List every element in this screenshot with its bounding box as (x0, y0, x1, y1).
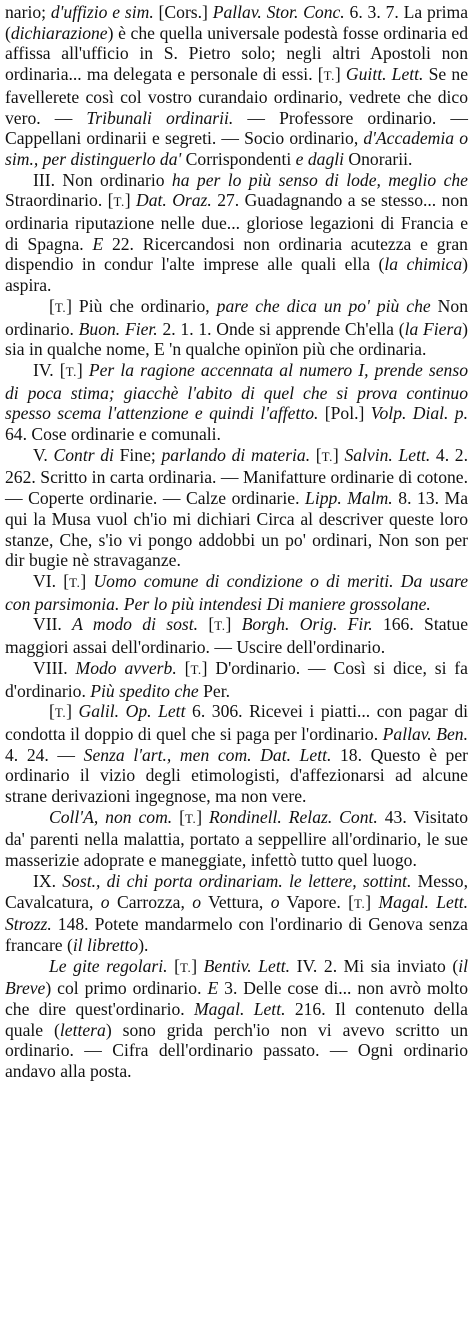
italic-text: Pallav. Ben. (382, 723, 468, 744)
entry-paragraph (5, 296, 468, 360)
small-caps-abbrev: T. (113, 194, 125, 210)
italic-text: Salvin. Lett. (344, 444, 431, 465)
italic-text: il Breve (5, 955, 468, 999)
roman-text: 216. Il contenuto della quale ( (5, 999, 468, 1040)
italic-text: E (92, 233, 104, 254)
entry-paragraph (5, 701, 468, 807)
dictionary-entry-ordinario (5, 2, 468, 1082)
small-caps-abbrev: T. (54, 705, 67, 721)
roman-text: ] D'ordinario. — Così si dice, si fa d'ordinario. (5, 657, 468, 701)
entry-paragraph (5, 807, 468, 871)
roman-text: IV. 2. Mi sia inviato ( (290, 955, 459, 976)
roman-text: 166. Statue maggiori assai dell'ordinario. — Uscire dell'ordinario. (5, 614, 469, 658)
italic-text: Galil. Op. Lett (78, 701, 186, 722)
italic-text: Coll'A, non com. (49, 806, 173, 827)
roman-text: Se ne favellerete così col vostro curandaio ordinario, vedrete che dico vero. — (5, 64, 469, 128)
roman-text: ) sia in qualche nome, E 'n qualche opinïon più che ordinaria. (5, 318, 468, 360)
roman-text: ) aspira. (5, 254, 468, 296)
roman-text: ] (365, 891, 379, 912)
roman-text: [Cors.] (153, 2, 213, 22)
italic-text: Buon. Fier. (78, 318, 158, 339)
entry-paragraph (5, 658, 468, 701)
roman-text: IV. [ (33, 359, 66, 380)
roman-text: Onorarii. (344, 148, 413, 169)
roman-text: VIII. (33, 657, 76, 678)
roman-text: ] (76, 359, 89, 380)
roman-text: Vettura, (201, 891, 271, 912)
roman-text: 18. Questo è per ordinario il vizio degli etimologisti, d'affezionarsi ad alcune strane derivazioni ingegnose, ma non vere. (5, 744, 468, 807)
roman-text: 3. Delle cose di... non avrò molto che dire quest'ordinario. (5, 978, 468, 1020)
small-caps-abbrev: T. (321, 448, 333, 464)
italic-text: o (192, 891, 202, 912)
italic-text: Magal. Lett. (194, 999, 286, 1020)
roman-text: Straordinario. [ (5, 190, 114, 211)
roman-text: 4. 2. 262. Scritto in carta ordinaria. — Manifatture ordinarie di cotone. — Coperte ordinarie. — Calze ordinarie. (5, 444, 468, 509)
roman-text: 6. 306. Ricevei i piatti... con pagar di condotta il doppio di quel che si paga per l'ordinario. (5, 701, 469, 744)
roman-text: VI. [ (33, 570, 70, 591)
italic-text: parlando di materia. (161, 444, 311, 465)
small-caps-abbrev: T. (354, 895, 366, 911)
roman-text: [ (49, 701, 55, 722)
roman-text: IX. (33, 870, 63, 891)
italic-text: Sost., di chi porta ordinariam. le lettere, sottint. (62, 870, 412, 891)
italic-text: pare che dica un po' più che (216, 295, 431, 316)
roman-text: [ (49, 295, 55, 316)
entry-paragraph (5, 360, 468, 445)
roman-text: nario; (5, 2, 51, 22)
roman-text: Vapore. [ (279, 891, 355, 912)
roman-text: ] (80, 570, 94, 591)
roman-text: 43. Visitato da' parenti nella malattia, portato a seppellire all'ordinario, le sue masserizie adoprate e maneggiate, infettò tutto quel luogo. (5, 806, 468, 871)
roman-text: [ (198, 614, 215, 635)
small-caps-abbrev: T. (54, 299, 67, 315)
italic-text: o (100, 891, 110, 912)
roman-text: 64. Cose ordinarie e comunali. (5, 424, 221, 445)
italic-text: e dagli (295, 148, 345, 169)
italic-text: ha per lo più senso di lode, meglio che (171, 169, 468, 190)
small-caps-abbrev: T. (190, 661, 202, 677)
roman-text: 6. 3. 7. La prima ( (5, 2, 469, 43)
italic-text: d'Accademia o sim., per distinguerlo da' (5, 128, 469, 169)
small-caps-abbrev: T. (65, 363, 77, 379)
italic-text: Volp. Dial. p. (370, 403, 468, 424)
roman-text: ] (66, 701, 79, 722)
roman-text: ] (334, 64, 346, 85)
roman-text: ) sono grida perch'io non vi avevo scritto un ordinario. — Cifra dell'ordinario passato. — Ogni ordinario andavo alla posta. (5, 1019, 469, 1082)
italic-text: Contr di (53, 444, 114, 465)
small-caps-abbrev: T. (184, 810, 197, 826)
roman-text: ) col primo ordinario. (45, 978, 208, 999)
roman-text: Per. (198, 680, 231, 701)
italic-text: Guitt. Lett. (345, 64, 424, 85)
entry-paragraph (5, 956, 468, 1082)
italic-text: Borgh. Orig. Fir. (241, 614, 373, 635)
italic-text: Lipp. Malm. (305, 488, 393, 509)
entry-paragraph (5, 871, 468, 956)
entry-paragraph (5, 2, 468, 170)
roman-text: ] (191, 955, 204, 976)
italic-text: Dat. Oraz. (136, 190, 212, 211)
italic-text: E (207, 978, 219, 999)
italic-text: Bentiv. Lett. (203, 955, 291, 976)
small-caps-abbrev: T. (214, 618, 226, 634)
italic-text: dichiarazione (10, 22, 108, 43)
italic-text: Più spedito che (90, 680, 199, 701)
italic-text: d'uffizio e sim. (50, 2, 154, 22)
roman-text: Fine; (113, 444, 162, 465)
italic-text: A modo di sost. (72, 614, 199, 635)
roman-text: [ (167, 955, 180, 976)
roman-text: Corrispondenti (181, 148, 296, 169)
entry-paragraph (5, 614, 468, 657)
roman-text: V. (33, 444, 54, 465)
italic-text: Modo avverb. (75, 657, 177, 678)
roman-text: [ (310, 444, 322, 465)
italic-text: Tribunali ordinarii. (86, 107, 234, 128)
italic-text: Magal. Lett. Strozz. (5, 891, 468, 935)
entry-paragraph (5, 571, 468, 614)
roman-text: ) è che quella universale podestà fosse ordinaria ed affissa all'ufficio in S. Pietro solo; negli altri Apostoli non ordinaria... ma delegata e personale di essi. [ (5, 22, 468, 85)
italic-text: lettera (59, 1019, 106, 1040)
italic-text: la chimica (384, 254, 463, 275)
roman-text: — Professore ordinario. — Cappellani ordinarii e segreti. — Socio ordinario, (5, 107, 468, 149)
roman-text: ] Più che ordinario, (66, 295, 217, 316)
roman-text: 8. 13. Ma qui la Musa vuol ch'io mi dichiari Circa al descriver queste loro stanze, Che, s'io vi pongo addobbi un po' ordinari, Non son per dir bugie nè stravaganze. (5, 488, 469, 571)
roman-text: VII. (33, 614, 73, 635)
italic-text: Per la ragione accennata al numero I, prende senso di poca stima; giacchè l'abito di quel che si prova continuo spesso scema l'attenzione e quindi l'affetto. (5, 359, 468, 424)
roman-text: [Pol.] (318, 403, 371, 424)
entry-paragraph (5, 445, 468, 571)
roman-text: Carrozza, (109, 891, 193, 912)
roman-text: ] (124, 190, 136, 211)
roman-text: 22. Ricercandosi non ordinaria acutezza e gran dispendio in condur l'alte imprese alle quali ella ( (5, 233, 468, 275)
roman-text: Messo, Cavalcatura, (5, 870, 468, 912)
roman-text: ] (196, 806, 210, 827)
roman-text: [ (172, 806, 185, 827)
entry-paragraph (5, 170, 468, 296)
roman-text: Non ordinario. (5, 295, 468, 339)
italic-text: o (270, 891, 280, 912)
small-caps-abbrev: T. (179, 959, 192, 975)
italic-text: Le gite regolari. (49, 955, 168, 976)
italic-text: Rondinell. Relaz. Cont. (209, 806, 378, 827)
roman-text: ). (138, 934, 149, 955)
roman-text: 148. Potete mandarmelo con l'ordinario di Genova senza francare ( (5, 914, 468, 955)
roman-text: [ (176, 657, 191, 678)
roman-text: 27. Guadagnando a se stesso... non ordinaria riputazione nelle due... gloriose legazioni di Francia e di Spagna. (5, 190, 468, 254)
small-caps-abbrev: T. (69, 574, 81, 590)
roman-text: ] (332, 444, 345, 465)
small-caps-abbrev: T. (323, 68, 335, 84)
roman-text: 2. 1. 1. Onde si apprende Ch'ella ( (157, 318, 405, 339)
roman-text: 4. 24. — (5, 744, 84, 765)
italic-text: Senza l'art., men com. Dat. Lett. (83, 744, 332, 765)
roman-text: ] (225, 614, 242, 635)
italic-text: il libretto (72, 934, 139, 955)
italic-text: Pallav. Stor. Conc. (212, 2, 345, 22)
italic-text: la Fiera (404, 318, 463, 339)
roman-text: III. Non ordinario (33, 169, 172, 190)
italic-text: Uomo comune di condizione o di meriti. Da usare con parsimonia. Per lo più intendesi Di maniere grossolane. (5, 570, 468, 614)
